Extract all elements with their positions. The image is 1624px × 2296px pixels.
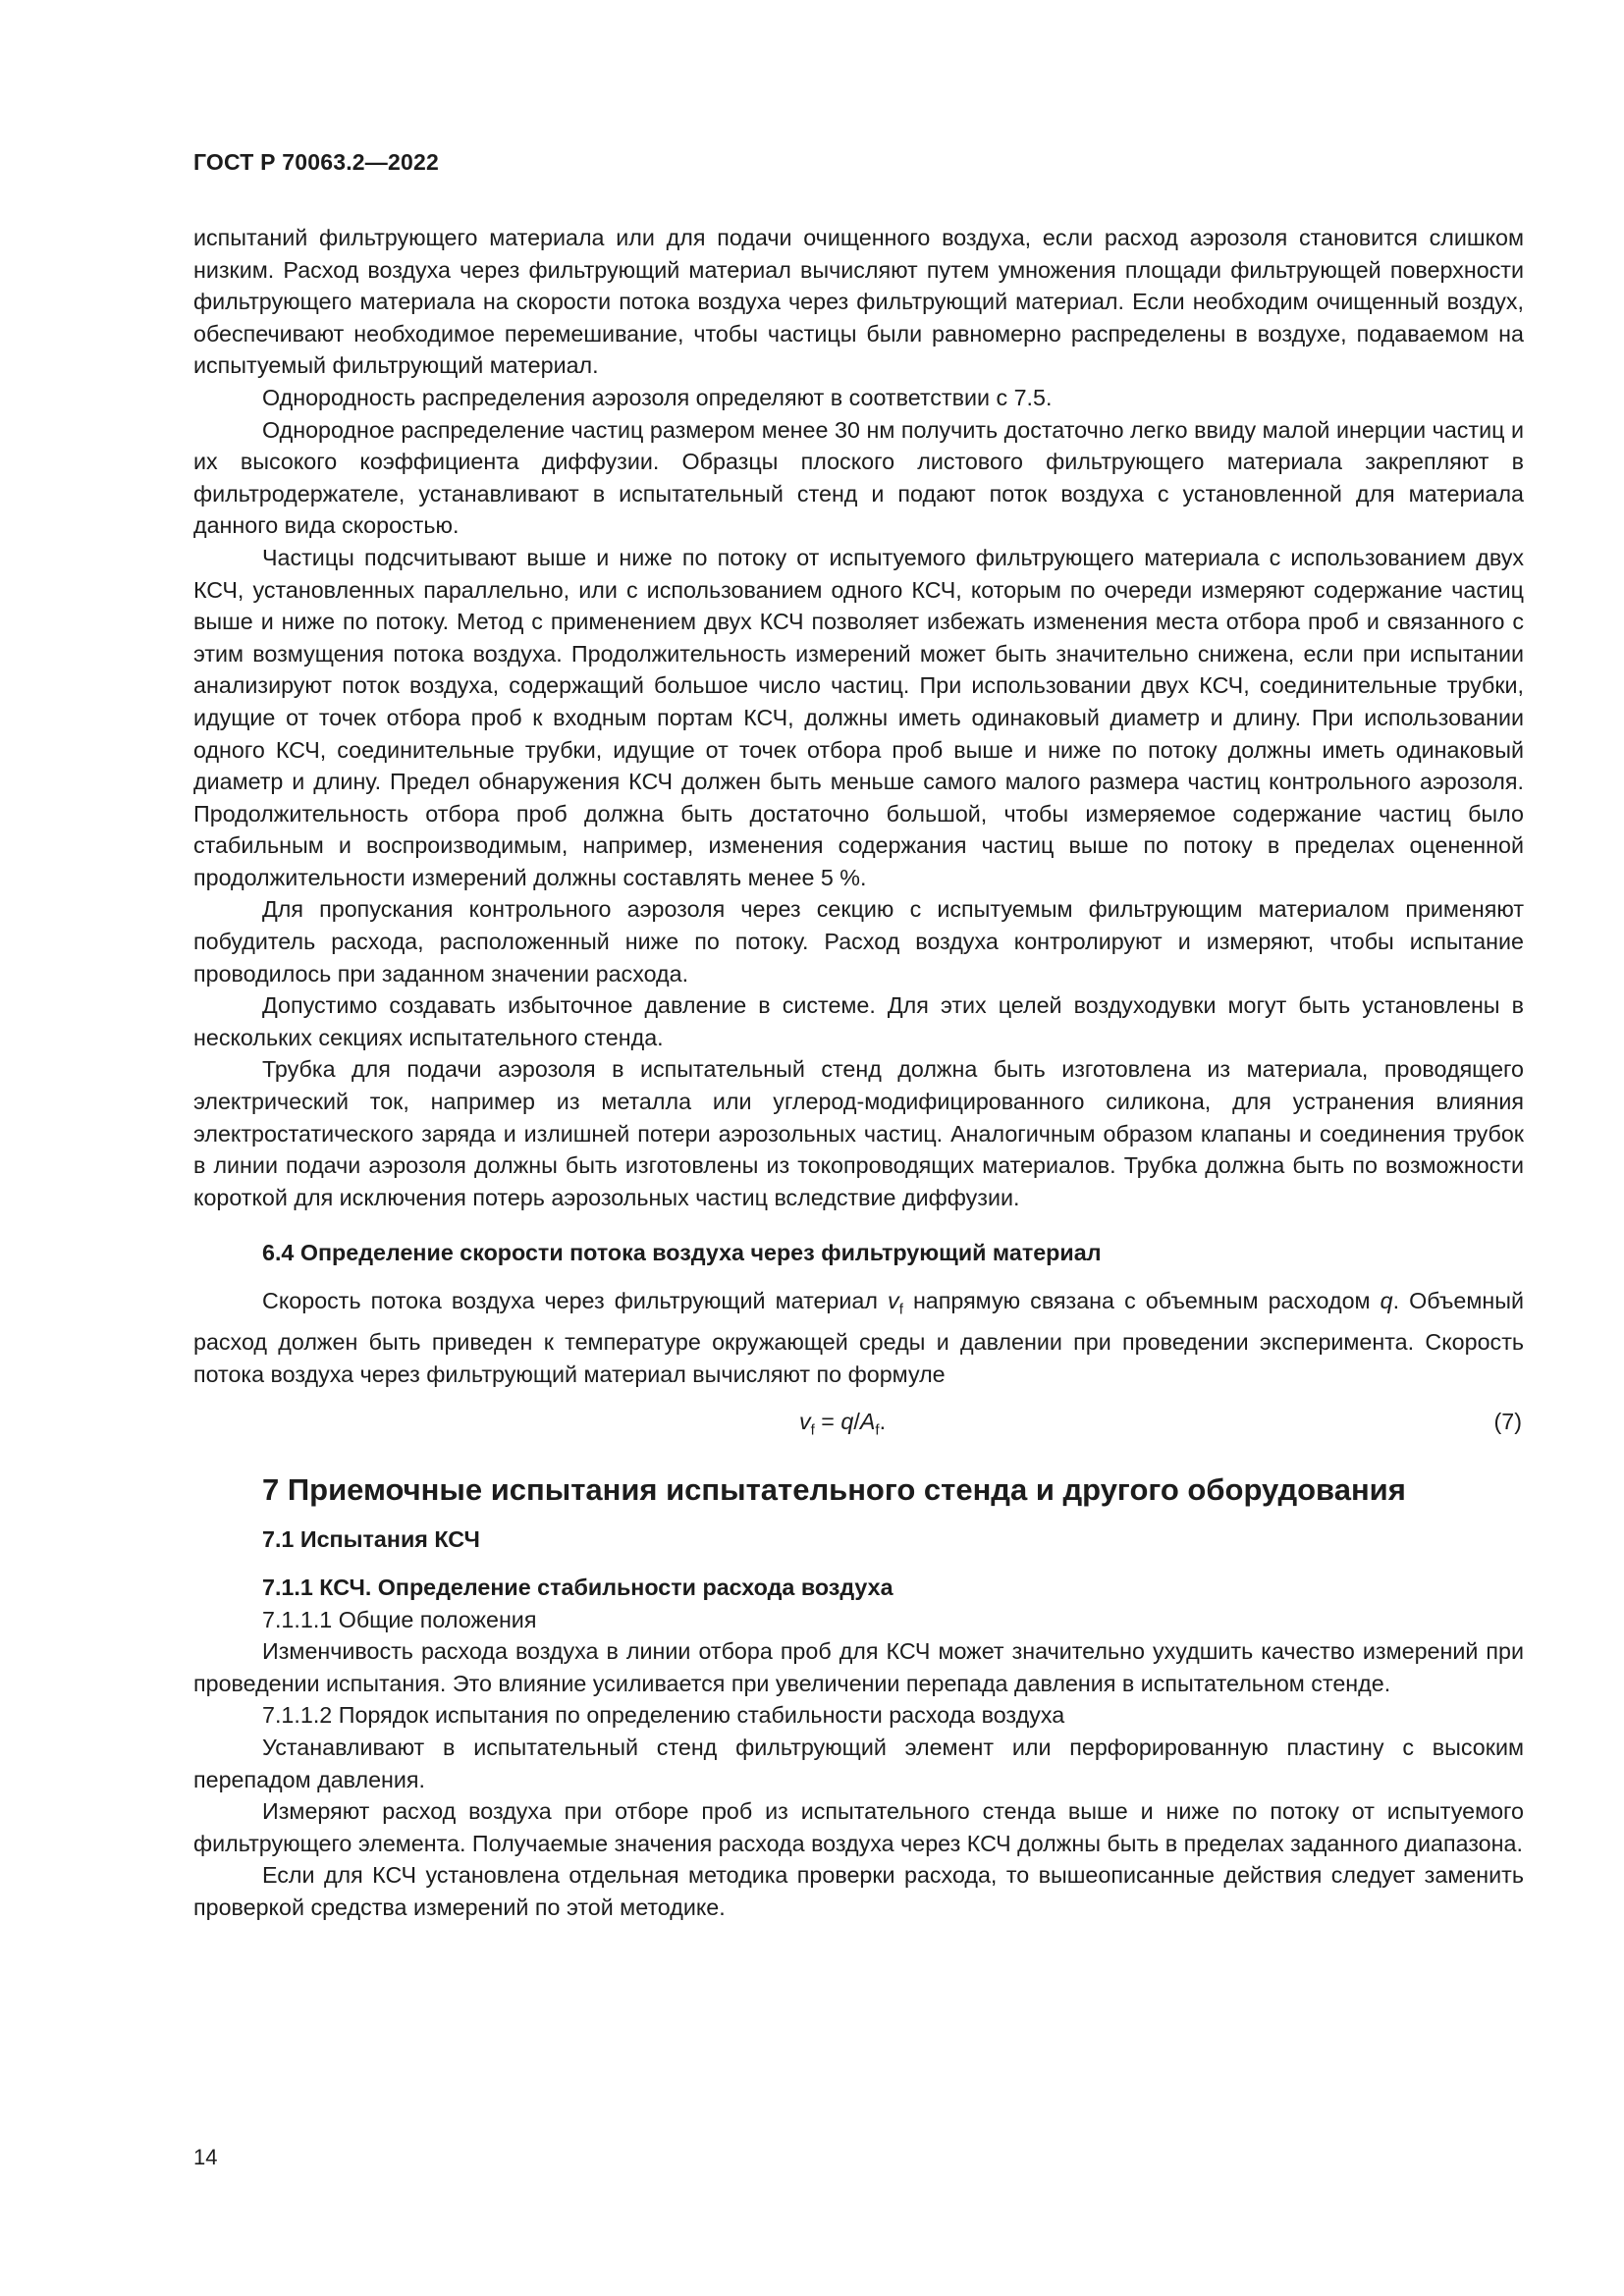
paragraph: Допустимо создавать избыточное давление в системе. Для этих целей воздуходувки могут быть установлены в нескольких секциях испытательного стенда. bbox=[193, 992, 1524, 1050]
formula-slash: / bbox=[853, 1409, 860, 1435]
document-body bbox=[193, 222, 1524, 1924]
formula-v: v bbox=[799, 1409, 811, 1435]
formula-number: (7) bbox=[1493, 1409, 1522, 1435]
formula-equals: = bbox=[814, 1409, 841, 1435]
document-header: ГОСТ Р 70063.2—2022 bbox=[193, 149, 439, 175]
formula-sub-f: f bbox=[875, 1422, 880, 1440]
paragraph: Для пропускания контрольного аэрозоля через секцию с испытуемым фильтрующим материалом применяют побудитель расхода, расположенный ниже по потоку. Расход воздуха контролируют и измеряют, чтобы испытание проводилось при заданном значении расхода. bbox=[193, 896, 1524, 987]
text-run: напрямую связана с объемным расходом bbox=[902, 1288, 1380, 1313]
paragraph: Однородное распределение частиц размером менее 30 нм получить достаточно легко ввиду малой инерции частиц и их высокого коэффициента диффузии. Образцы плоского листового фильтрующего материала закрепляют в фильтродержателе, устанавливают в испытательный стенд и подают поток воздуха с установленной для материала данного вида скоростью. bbox=[193, 416, 1524, 539]
formula-7 bbox=[193, 1402, 1524, 1443]
text-run: . Объемный расход должен быть приведен к температуре окружающей среды и давлении при проведении эксперимента. Скорость потока воздуха через фильтрующий материал вычисляют по формуле bbox=[193, 1288, 1524, 1387]
formula-q: q bbox=[840, 1409, 854, 1435]
subscript-f: f bbox=[898, 1301, 903, 1318]
section-heading-7-1: 7.1 Испытания КСЧ bbox=[262, 1526, 480, 1553]
formula-sub-f: f bbox=[810, 1422, 815, 1440]
paragraph: Если для КСЧ установлена отдельная методика проверки расхода, то вышеописанные действия следует заменить проверкой средства измерений по этой методике. bbox=[193, 1862, 1524, 1920]
page-number: 14 bbox=[193, 2145, 218, 2169]
paragraph: Измеряют расход воздуха при отборе проб из испытательного стенда выше и ниже по потоку от испытуемого фильтрующего элемента. Получаемые значения расхода воздуха через КСЧ должны быть в пределах заданного диапазона. bbox=[193, 1798, 1524, 1856]
section-heading-7-1-1-2: 7.1.1.2 Порядок испытания по определению стабильности расхода воздуха bbox=[262, 1702, 1065, 1729]
text-run: Скорость потока воздуха через фильтрующий материал bbox=[262, 1288, 889, 1313]
section-heading-7-1-1: 7.1.1 КСЧ. Определение стабильности расхода воздуха bbox=[262, 1575, 893, 1601]
formula-end: . bbox=[879, 1409, 887, 1435]
paragraph: Частицы подсчитывают выше и ниже по потоку от испытуемого фильтрующего материала с использованием двух КСЧ, установленных параллельно, или с использованием одного КСЧ, которым по очереди измеряют содержание частиц выше и ниже по потоку. Метод с применением двух КСЧ позволяет избежать изменения места отбора проб и связанного с этим возмущения потока воздуха. Продолжительность измерений может быть значительно снижена, если при испытании анализируют поток воздуха, содержащий большое число частиц. При использовании двух КСЧ, соединительные трубки, идущие от точек отбора проб к входным портам КСЧ, должны иметь одинаковый диаметр и длину. При использовании одного КСЧ, соединительные трубки, идущие от точек отбора проб выше и ниже по потоку должны иметь одинаковый диаметр и длину. Предел обнаружения КСЧ должен быть меньше самого малого размера частиц контрольного аэрозоля. Продолжительность отбора проб должна быть достаточно большой, чтобы измеряемое содержание частиц было стабильным и воспроизводимым, например, изменения содержания частиц выше по потоку в пределах оцененной продолжительности измерений должны составлять менее 5 %. bbox=[193, 544, 1524, 890]
formula-expression bbox=[799, 1406, 886, 1447]
paragraph: испытаний фильтрующего материала или для подачи очищенного воздуха, если расход аэрозоля становится слишком низким. Расход воздуха через фильтрующий материал вычисляют путем умножения площади фильтрующей поверхности фильтрующего материала на скорости потока воздуха через фильтрующий материал. Если необходим очищенный воздух, обеспечивают необходимое перемешивание, чтобы частицы были равномерно распределены в воздухе, подаваемом на испытуемый фильтрующий материал. bbox=[193, 225, 1524, 379]
paragraph: Однородность распределения аэрозоля определяют в соответствии с 7.5. bbox=[262, 384, 1053, 410]
section-heading-7: 7 Приемочные испытания испытательного стенда и другого оборудования bbox=[262, 1472, 1406, 1508]
paragraph: Трубка для подачи аэрозоля в испытательный стенд должна быть изготовлена из материала, проводящего электрический ток, например из металла или углерод-модифицированного силикона, для устранения влияния электростатического заряда и излишней потери аэрозольных частиц. Аналогичным образом клапаны и соединения трубок в линии подачи аэрозоля должны быть изготовлены из токопроводящих материалов. Трубка должна быть по возможности короткой для исключения потерь аэрозольных частиц вследствие диффузии. bbox=[193, 1056, 1524, 1210]
variable-q: q bbox=[1380, 1288, 1393, 1313]
formula-A: A bbox=[859, 1409, 876, 1435]
paragraph-airflow-velocity bbox=[193, 1285, 1524, 1390]
section-heading-6-4: 6.4 Определение скорости потока воздуха через фильтрующий материал bbox=[262, 1240, 1102, 1266]
paragraph: Изменчивость расхода воздуха в линии отбора проб для КСЧ может значительно ухудшить качество измерений при проведении испытания. Это влияние усиливается при увеличении перепада давления в испытательном стенде. bbox=[193, 1638, 1524, 1696]
variable-v: v bbox=[888, 1288, 899, 1313]
section-heading-7-1-1-1: 7.1.1.1 Общие положения bbox=[262, 1606, 537, 1632]
paragraph: Устанавливают в испытательный стенд фильтрующий элемент или перфорированную пластину с высоким перепадом давления. bbox=[193, 1735, 1524, 1792]
